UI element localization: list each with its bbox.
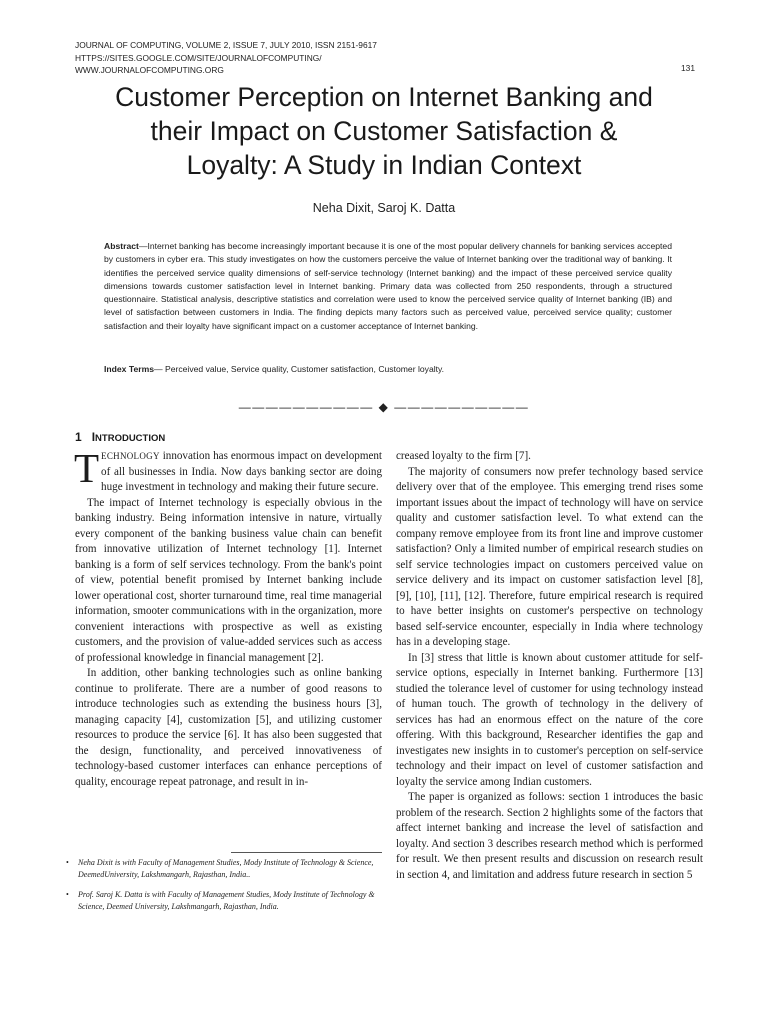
section-heading	[75, 430, 165, 444]
body-paragraph: In [3] stress that little is known about customer attitude for self-service options, especially in Internet banking. Furthermore [13] studied the tolerance level of customer for using technology instead of human touch. The growth of technology in the delivery of services has had an enormous effect on the nature of the core offering. With this background, Researcher identifies the gap and investigates new insights in to customer's perception on self-service technology and their impact on level of customer satisfaction and loyalty the service among Indian customers.	[396, 651, 703, 788]
journal-header	[75, 39, 377, 77]
body-paragraph: creased loyalty to the firm [7].	[396, 450, 531, 462]
footnote-bullet: •	[66, 890, 69, 899]
small-caps-word: ECHNOLOGY	[101, 451, 160, 461]
footnote-rule	[231, 852, 382, 853]
title-line: Customer Perception on Internet Banking and	[115, 82, 653, 112]
body-paragraph: The paper is organized as follows: section 1 introduces the basic problem of the research. Section 2 highlights some of the factors that affect internet banking and increase the level of satisfaction and loyalty. And section 3 describes research method which is performed for result. We then present results and discussion on research result in section 4, and limitation and address future research in section 5	[396, 791, 703, 881]
journal-header-line: JOURNAL OF COMPUTING, VOLUME 2, ISSUE 7, JULY 2010, ISSN 2151-9617	[75, 40, 377, 50]
abstract	[104, 240, 672, 333]
footnote-bullet: •	[66, 858, 69, 867]
paper-title	[40, 80, 728, 182]
body-paragraph: The majority of consumers now prefer technology based service delivery over that of the employee. This emerging trend rises some important issues about the impact of technology will have on service quality and customer satisfaction level. To what extend can the company remove employee from its front line and improve customer satisfaction? Only a limited number of empirical research studies on self service technologies impact on customers perceived value on service delivery and its impact on customer satisfaction level [8], [9], [10], [11], [12]. Therefore, future empirical research is required to have better insights on customer's perspective on technology based self-service encounter, especially in India where technology has in a developing stage.	[396, 465, 703, 648]
body-paragraph: In addition, other banking technologies such as online banking continue to proliferate. There are a number of good reasons to introduce technologies such as extending the business hours [3], managing capacity [4], customization [5], and utilizing customer resources to produce the service [6]. It has also been suggested that the design, functionality, and perceived innovativeness of technology-based customer interfaces can enhance perceptions of quality, encourage repeat patronage, and result in in-	[75, 667, 382, 788]
author-list: Neha Dixit, Saroj K. Datta	[312, 201, 456, 215]
title-line: Loyalty: A Study in Indian Context	[186, 150, 582, 180]
paragraph-text: innovation has enormous impact on development of all businesses in India. Now days banking sector are doing huge investment in technology and making their future secure.	[101, 450, 382, 493]
section-title-initial: I	[91, 430, 96, 444]
author-footnotes	[66, 857, 384, 921]
footnote	[66, 857, 384, 880]
section-separator: —————————— ◆ ——————————	[238, 400, 530, 414]
intro-paragraph	[74, 445, 382, 496]
journal-header-website: WWW.JOURNALOFCOMPUTING.ORG	[75, 65, 224, 75]
page-number: 131	[681, 63, 695, 73]
title-line: their Impact on Customer Satisfaction &	[150, 116, 618, 146]
right-column	[396, 449, 703, 883]
body-paragraph: The impact of Internet technology is especially obvious in the banking industry. Being information intensive in nature, virtually every component of the banking business value chain can benefit from innovative utilization of Internet technology [1]. Internet banking is a form of self services technology. From the bank's point of view, potential benefit promised by Internet banking include lower operational cost, shorter turnaround time, real time managerial information, smooter communications with in the organization, more convenient interactions with prospective as well as existing customers, and the provision of value-added services such as access of professional knowledge in financial management [2].	[75, 496, 382, 664]
index-terms	[104, 364, 672, 374]
index-terms-text: — Perceived value, Service quality, Customer satisfaction, Customer loyalty.	[154, 364, 445, 374]
footnote-text: Prof. Saroj K. Datta is with Faculty of Management Studies, Mody Institute of Technology & Science, Deemed University, Lakshmangarh, Rajasthan, India.	[78, 890, 375, 911]
section-number: 1	[75, 430, 82, 444]
drop-cap: T	[74, 445, 100, 491]
abstract-label: Abstract	[104, 241, 139, 251]
section-title-rest: NTRODUCTION	[95, 433, 166, 444]
footnote	[66, 889, 384, 912]
footnote-text: Neha Dixit is with Faculty of Management Studies, Mody Institute of Technology & Science, DeemedUniversity, Lakshmangarh, Rajasthan, India..	[78, 858, 374, 879]
left-column	[74, 445, 382, 790]
journal-header-url: HTTPS://SITES.GOOGLE.COM/SITE/JOURNALOFCOMPUTING/	[75, 52, 322, 63]
abstract-text: —Internet banking has become increasingly important because it is one of the most popular delivery channels for banking services accepted by customers in cyber era. This study investigates on how the customers perceive the value of Internet banking over the traditional way of banking. It identifies the perceived service quality dimensions of self-service technology (Internet banking) and the impact of these perceived service quality dimensions towards customer satisfaction level in Internet banking. Primary data was collected from 250 respondents, through a structured questionnaire. Statistical analysis, descriptive statistics and correlation were used to know the perceived service quality of Internet banking (IB) and level of satisfaction between customers in India. The finding depicts many factors such as perceived value, perceived service quality; customer satisfaction and their loyalty have significant impact on a customer acceptance of Internet banking.	[104, 241, 672, 331]
index-terms-label: Index Terms	[104, 364, 154, 374]
